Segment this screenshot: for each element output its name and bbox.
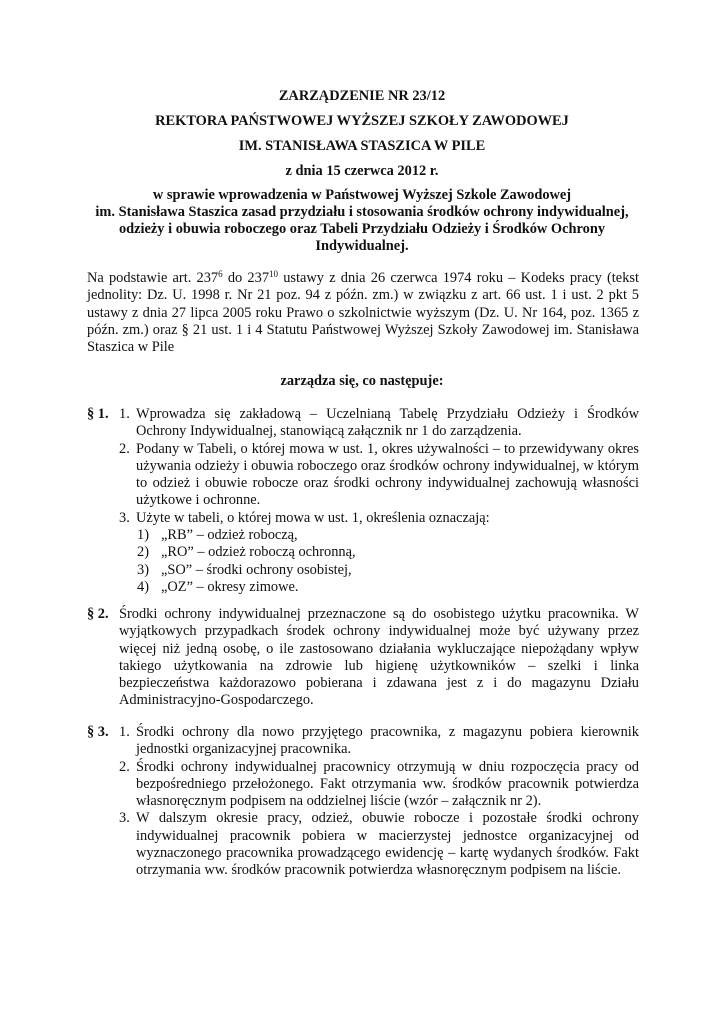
- section-1-item-1: [119, 406, 639, 441]
- section-2-label: § 2.: [87, 606, 109, 622]
- section-3-item-2: [119, 759, 639, 811]
- issuer-line-2: IM. STANISŁAWA STASZICA W PILE: [238, 138, 486, 154]
- item-text: Użyte w tabeli, o której mowa w ust. 1, określenia oznaczają:: [136, 509, 490, 526]
- subitem-number: 4): [137, 578, 149, 595]
- subitem-text: „OZ” – okresy zimowe.: [161, 578, 299, 595]
- subitem-number: 2): [137, 544, 149, 561]
- issuer-line-1: REKTORA PAŃSTWOWEJ WYŻSZEJ SZKOŁY ZAWODOWEJ: [155, 113, 569, 129]
- item-text: Podany w Tabeli, o której mowa w ust. 1, okres używalności – to przewidywany okres używania odzieży i obuwia roboczego oraz środków ochrony indywidualnej, w którym to odzież i obuwie robocze oraz środki ochrony indywidualnej zachowują własności użytkowe i ochronne.: [136, 440, 639, 509]
- item-text: W dalszym okresie pracy, odzież, obuwie robocze i pozostałe środki ochrony indywidualnej pracownik pobiera w macierzystej jednostce organizacyjnej od wyznaczonego pracownika prowadzącego ewidencję – kartę wydanych środków. Fakt otrzymania ww. środków pracownik potwierdza własnoręcznym podpisem na liście.: [136, 810, 639, 879]
- document-date: z dnia 15 czerwca 2012 r.: [285, 163, 439, 179]
- section-1-item-2: [119, 441, 639, 510]
- item-number: 3.: [119, 810, 130, 827]
- section-3-item-1: [119, 724, 639, 759]
- section-1-label: § 1.: [87, 406, 109, 422]
- subject-line-3: odzieży i obuwia roboczego oraz Tabeli Przydziału Odzieży i Środków Ochrony: [118, 221, 606, 237]
- item-text: Środki ochrony dla nowo przyjętego pracownika, z magazynu pobiera kierownik jednostki organizacyjnej pracownika.: [136, 724, 639, 758]
- basis-sup-1: 6: [218, 269, 223, 279]
- section-1-body: [119, 406, 639, 596]
- section-1-subitem-4: [119, 579, 639, 596]
- section-1-subitem-3: [119, 562, 639, 579]
- subject-line-2: im. Stanisława Staszica zasad przydziału i stosowania środków ochrony indywidualnej,: [95, 204, 629, 220]
- section-3-body: [119, 724, 639, 880]
- subitem-number: 3): [137, 561, 149, 578]
- basis-text-2: do 237: [222, 270, 270, 286]
- basis-text-3: ustawy z dnia 26 czerwca 1974 roku – Kodeks pracy (tekst jednolity: Dz. U. 1998 r. Nr 21 poz. 94 z późn. zm.) w związku z art. 66 ust. 1 i ust. 2 pkt 5 ustawy z dnia 27 lipca 2005 roku Prawo o szkolnictwie wyższym (Dz. U. Nr 164, poz. 1365 z późn. zm.) oraz § 21 ust. 1 i 4 Statutu Państwowej Wyższej Szkoły Zawodowej im. Stanisława Staszica w Pile: [87, 270, 639, 356]
- item-number: 3.: [119, 509, 130, 526]
- subitem-text: „RO” – odzież roboczą ochronną,: [161, 544, 356, 561]
- section-3-label: § 3.: [87, 724, 109, 740]
- section-1-item-3: [119, 510, 639, 527]
- item-number: 1.: [119, 724, 130, 740]
- item-text: Wprowadza się zakładową – Uczelnianą Tabelę Przydziału Odzieży i Środków Ochrony Indywidualnej, stanowiącą załącznik nr 1 do zarządzenia.: [136, 406, 639, 440]
- item-number: 2.: [119, 758, 130, 775]
- section-1-subitem-2: [119, 544, 639, 561]
- item-text: Środki ochrony indywidualnej pracownicy otrzymują w dniu rozpoczęcia pracy od bezpośredniego przełożonego. Fakt otrzymania ww. środków pracownik potwierdza własnoręcznym podpisem na oddzielnej liście (wzór – załącznik nr 2).: [136, 758, 639, 810]
- decree-line: zarządza się, co następuje:: [280, 373, 444, 389]
- basis-sup-2: 10: [269, 269, 279, 279]
- item-number: 2.: [119, 440, 130, 457]
- subitem-number: 1): [137, 527, 149, 544]
- subitem-text: „RB” – odzież roboczą,: [161, 527, 298, 544]
- legal-basis-paragraph: [87, 270, 639, 356]
- item-number: 1.: [119, 406, 130, 422]
- document-title: ZARZĄDZENIE NR 23/12: [278, 88, 446, 104]
- section-3-item-3: [119, 810, 639, 879]
- section-1-subitem-1: [119, 527, 639, 544]
- subitem-text: „SO” – środki ochrony osobistej,: [161, 561, 352, 578]
- subject-line-4: Indywidualnej.: [315, 238, 409, 254]
- subject-line-1: w sprawie wprowadzenia w Państwowej Wyższej Szkole Zawodowej: [152, 187, 572, 203]
- basis-text-1: Na podstawie art. 237: [87, 270, 219, 286]
- section-2-text: Środki ochrony indywidualnej przeznaczone są do osobistego użytku pracownika. W wyjątkowych przypadkach środek ochrony indywidualnej może być używany przez więcej niż jedną osobę, o ile zastosowano działania wykluczające niepożądany wpływ takiego użytkowania na zdrowie lub higienę użytkowników – szelki i linka bezpieczeństwa każdorazowo pobierana i zdawana jest z i do magazynu Działu Administracyjno-Gospodarczego.: [119, 606, 639, 709]
